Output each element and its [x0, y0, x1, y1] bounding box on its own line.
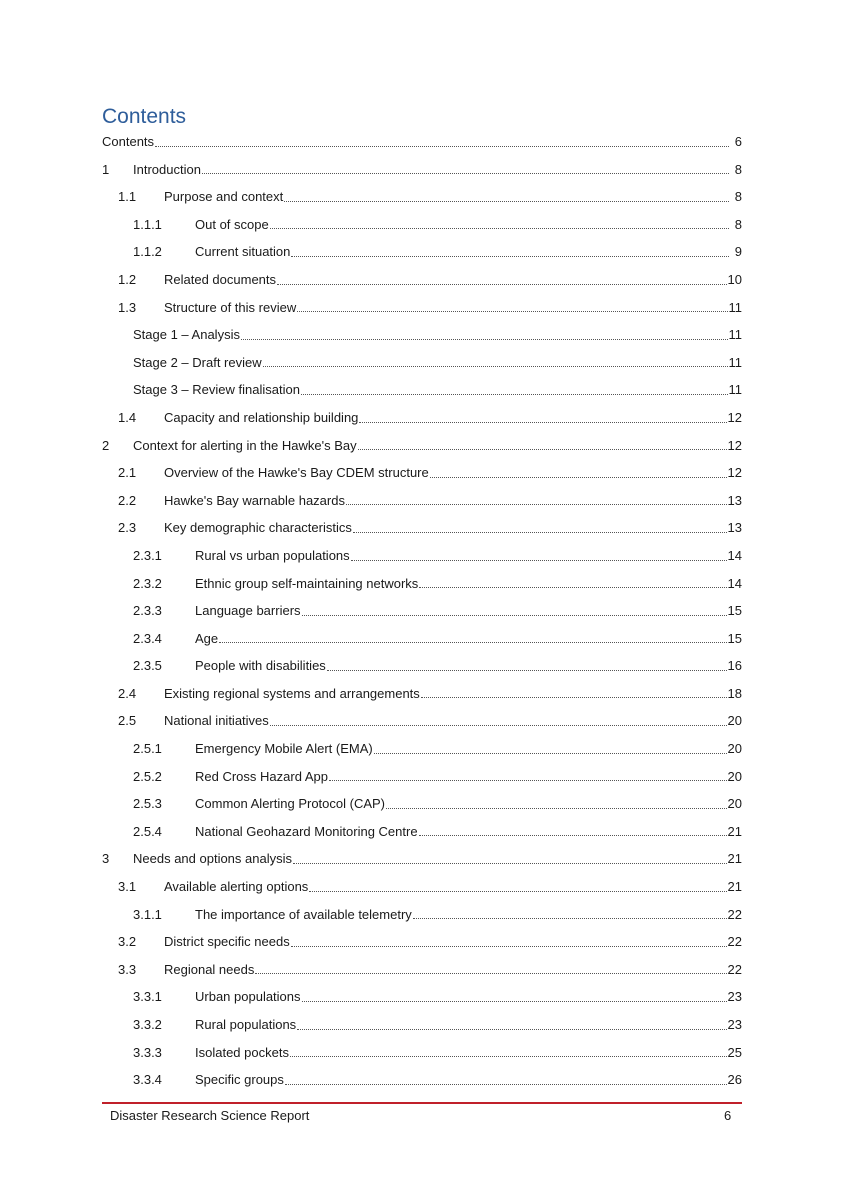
- toc-entry-label: Related documents: [164, 271, 277, 287]
- toc-dot-leader: [263, 366, 728, 367]
- toc-entry-page: 20: [727, 796, 742, 812]
- toc-entry[interactable]: [102, 294, 742, 322]
- toc-dot-leader: [293, 863, 727, 864]
- toc-entry-number: 2.5: [118, 713, 137, 729]
- toc-entry[interactable]: [102, 432, 742, 460]
- toc-entry-number: 2.4: [118, 685, 137, 701]
- toc-entry-label: Contents: [102, 134, 155, 149]
- toc-entry-label: People with disabilities: [195, 658, 326, 674]
- toc-entry-number: 1.1: [118, 189, 137, 205]
- toc-dot-leader: [346, 504, 727, 505]
- toc-entry-number: 1.1.2: [133, 244, 162, 260]
- footer-rule: [102, 1102, 742, 1104]
- toc-entry-number: 2.3.2: [133, 575, 162, 591]
- toc-entry-page: 8: [734, 161, 742, 177]
- toc-entry[interactable]: [102, 266, 742, 294]
- toc-entry-number: 2.3.3: [133, 603, 162, 619]
- toc-entry-page: 13: [727, 492, 742, 508]
- toc-entry[interactable]: [102, 542, 742, 570]
- toc-entry-label: Regional needs: [164, 961, 255, 977]
- toc-entry[interactable]: [102, 183, 742, 211]
- toc-entry-label: Stage 3 – Review finalisation: [133, 382, 300, 398]
- toc-entry[interactable]: [102, 790, 742, 818]
- toc-entry-label: Overview of the Hawke's Bay CDEM structure: [164, 465, 429, 481]
- toc-entry-number: 3.1: [118, 879, 137, 895]
- toc-entry-label: Age: [195, 630, 219, 646]
- toc-entry-page: 21: [727, 823, 742, 839]
- toc-entry-page: 23: [727, 1017, 742, 1032]
- toc-dot-leader: [255, 973, 726, 974]
- toc-dot-leader: [302, 1001, 727, 1002]
- toc-entry[interactable]: [102, 735, 742, 763]
- toc-dot-leader: [270, 228, 729, 229]
- toc-entry[interactable]: [102, 570, 742, 598]
- toc-entry-number: 2.2: [118, 492, 137, 508]
- toc-entry-number: 3.3.2: [133, 1017, 162, 1032]
- toc-entry-label: Emergency Mobile Alert (EMA): [195, 741, 373, 757]
- toc-entry-number: 3: [102, 851, 110, 867]
- toc-entry-number: 1: [102, 161, 110, 177]
- toc-dot-leader: [374, 753, 727, 754]
- toc-entry[interactable]: [102, 1011, 742, 1039]
- toc-entry-label: Common Alerting Protocol (CAP): [195, 796, 386, 812]
- toc-entry[interactable]: [102, 156, 742, 184]
- toc-entry[interactable]: [102, 597, 742, 625]
- toc-entry[interactable]: [102, 680, 742, 708]
- toc-dot-leader: [421, 697, 727, 698]
- toc-entry[interactable]: [102, 928, 742, 956]
- toc-entry-page: 20: [727, 768, 742, 784]
- toc-dot-leader: [284, 201, 729, 202]
- toc-entry-page: 21: [727, 879, 742, 895]
- toc-entry-number: 2.3.5: [133, 658, 162, 674]
- toc-entry[interactable]: [102, 901, 742, 929]
- toc-entry-number: 1.1.1: [133, 216, 162, 232]
- toc-entry-label: Introduction: [133, 161, 201, 177]
- toc-entry-number: 2.5.4: [133, 823, 162, 839]
- toc-entry-page: 8: [734, 216, 742, 232]
- toc-entry-label: Structure of this review: [164, 299, 297, 315]
- toc-entry-page: 10: [727, 271, 742, 287]
- toc-entry-label: Current situation: [195, 244, 291, 260]
- toc-entry-label: District specific needs: [164, 934, 290, 950]
- toc-entry-label: Stage 2 – Draft review: [133, 354, 262, 370]
- toc-entry-page: 11: [728, 299, 742, 315]
- toc-dot-leader: [327, 670, 727, 671]
- toc-dot-leader: [351, 560, 727, 561]
- toc-entry[interactable]: [102, 652, 742, 680]
- toc-entry[interactable]: [102, 487, 742, 515]
- footer-page-number: 6: [724, 1108, 732, 1123]
- footer-title: Disaster Research Science Report: [110, 1108, 310, 1123]
- toc-dot-leader: [241, 339, 728, 340]
- toc-dot-leader: [291, 946, 727, 947]
- toc-entry[interactable]: [102, 983, 742, 1011]
- toc-entry-number: 2.3.4: [133, 630, 162, 646]
- toc-dot-leader: [309, 891, 726, 892]
- toc-entry-number: 3.3.1: [133, 989, 162, 1005]
- toc-dot-leader: [419, 587, 726, 588]
- toc-dot-leader: [277, 284, 727, 285]
- toc-entry-page: 8: [734, 189, 742, 205]
- toc-entry-number: 1.4: [118, 409, 137, 425]
- toc-entry-page: 11: [728, 382, 742, 398]
- toc-entry-label: Rural populations: [195, 1017, 297, 1032]
- toc-dot-leader: [302, 615, 727, 616]
- toc-dot-leader: [386, 808, 727, 809]
- toc-entry-page: 9: [734, 244, 742, 260]
- toc-entry[interactable]: [102, 459, 742, 487]
- toc-entry-label: Capacity and relationship building: [164, 409, 359, 425]
- toc-entry[interactable]: [102, 956, 742, 984]
- toc-entry-label: Purpose and context: [164, 189, 284, 205]
- toc-entry-number: 2.5.2: [133, 768, 162, 784]
- toc-entry-number: 1.3: [118, 299, 137, 315]
- toc-entry-label: National initiatives: [164, 713, 269, 729]
- toc-entry[interactable]: [102, 238, 742, 266]
- toc-entry[interactable]: [102, 845, 742, 873]
- toc-entry[interactable]: [102, 707, 742, 735]
- toc-entry-number: 2.3.1: [133, 547, 162, 563]
- toc-entry[interactable]: [102, 404, 742, 432]
- toc-entry-label: Language barriers: [195, 603, 301, 619]
- toc-entry-page: 12: [727, 465, 742, 481]
- toc-entry-label: Isolated pockets: [195, 1044, 289, 1060]
- toc-entry-page: 20: [727, 713, 742, 729]
- toc-entry-number: 2.3: [118, 520, 137, 536]
- toc-dot-leader: [329, 780, 727, 781]
- toc-entry-number: 2.5.1: [133, 741, 162, 757]
- toc-dot-leader: [353, 532, 727, 533]
- toc-entry-label: The importance of available telemetry: [195, 906, 412, 922]
- toc-dot-leader: [413, 918, 727, 919]
- toc-entry-label: Specific groups: [195, 1072, 284, 1088]
- toc-dot-leader: [291, 256, 729, 257]
- toc-entry[interactable]: [102, 349, 742, 377]
- toc-entry-number: 3.3: [118, 961, 137, 977]
- toc-dot-leader: [202, 173, 729, 174]
- table-of-contents: [102, 128, 742, 1094]
- toc-entry-label: Key demographic characteristics: [164, 520, 352, 536]
- page-title: Contents: [102, 105, 187, 128]
- toc-dot-leader: [297, 311, 727, 312]
- toc-entry-page: 14: [727, 547, 742, 563]
- toc-entry-page: 23: [727, 989, 742, 1005]
- toc-dot-leader: [297, 1029, 726, 1030]
- toc-entry[interactable]: [102, 128, 742, 156]
- toc-entry-page: 15: [727, 603, 742, 619]
- toc-entry[interactable]: [102, 211, 742, 239]
- toc-entry[interactable]: [102, 763, 742, 791]
- toc-entry-number: 2: [102, 437, 110, 453]
- toc-dot-leader: [219, 642, 726, 643]
- toc-entry-page: 18: [727, 685, 742, 701]
- toc-entry-label: Stage 1 – Analysis: [133, 327, 240, 343]
- toc-entry[interactable]: [102, 873, 742, 901]
- toc-entry-number: 3.3.3: [133, 1044, 162, 1060]
- toc-entry-page: 11: [728, 354, 742, 370]
- toc-entry-label: Needs and options analysis: [133, 851, 292, 867]
- toc-entry-label: Urban populations: [195, 989, 301, 1005]
- toc-entry-label: Red Cross Hazard App: [195, 768, 328, 784]
- toc-dot-leader: [419, 835, 727, 836]
- toc-entry-page: 26: [727, 1072, 742, 1088]
- toc-dot-leader: [290, 1056, 727, 1057]
- toc-entry-page: 6: [734, 134, 742, 149]
- toc-entry-page: 22: [727, 906, 742, 922]
- toc-dot-leader: [285, 1084, 727, 1085]
- toc-entry[interactable]: [102, 376, 742, 404]
- toc-entry-label: Existing regional systems and arrangements: [164, 685, 420, 701]
- toc-entry-page: 22: [727, 934, 742, 950]
- toc-entry-page: 12: [727, 437, 742, 453]
- toc-entry[interactable]: [102, 514, 742, 542]
- toc-entry-number: 1.2: [118, 271, 137, 287]
- toc-entry-label: Available alerting options: [164, 879, 309, 895]
- toc-entry-number: 2.1: [118, 465, 137, 481]
- toc-entry-number: 3.1.1: [133, 906, 162, 922]
- toc-entry[interactable]: [102, 625, 742, 653]
- toc-entry[interactable]: [102, 818, 742, 846]
- toc-entry-label: Hawke's Bay warnable hazards: [164, 492, 345, 508]
- toc-entry[interactable]: [102, 1066, 742, 1094]
- toc-entry-page: 25: [727, 1044, 742, 1060]
- toc-entry-page: 15: [727, 630, 742, 646]
- toc-entry[interactable]: [102, 321, 742, 349]
- toc-dot-leader: [155, 146, 729, 147]
- toc-entry-label: Ethnic group self-maintaining networks: [195, 575, 419, 591]
- toc-dot-leader: [359, 422, 726, 423]
- toc-entry-page: 14: [727, 575, 742, 591]
- toc-entry-page: 22: [727, 961, 742, 977]
- toc-entry-page: 13: [727, 520, 742, 536]
- toc-dot-leader: [270, 725, 727, 726]
- toc-entry-page: 16: [727, 658, 742, 674]
- toc-entry-label: Context for alerting in the Hawke's Bay: [133, 437, 357, 453]
- toc-dot-leader: [301, 394, 728, 395]
- toc-entry-label: Out of scope: [195, 216, 269, 232]
- toc-entry-page: 12: [727, 409, 742, 425]
- toc-entry-page: 11: [728, 327, 742, 343]
- toc-entry-page: 21: [727, 851, 742, 867]
- toc-entry-label: National Geohazard Monitoring Centre: [195, 823, 418, 839]
- toc-entry-number: 2.5.3: [133, 796, 162, 812]
- toc-entry-number: 3.3.4: [133, 1072, 162, 1088]
- toc-dot-leader: [358, 449, 727, 450]
- toc-entry-page: 20: [727, 741, 742, 757]
- toc-entry[interactable]: [102, 1039, 742, 1067]
- toc-entry-number: 3.2: [118, 934, 137, 950]
- toc-dot-leader: [430, 477, 727, 478]
- toc-entry-label: Rural vs urban populations: [195, 547, 350, 563]
